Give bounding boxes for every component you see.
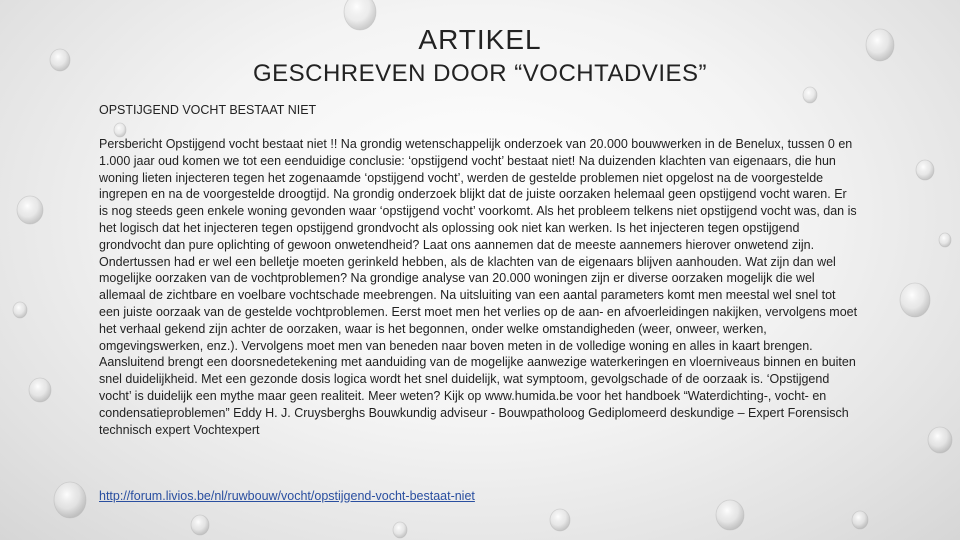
article-heading: OPSTIJGEND VOCHT BESTAAT NIET <box>99 103 317 117</box>
slide-title: ARTIKEL <box>418 24 542 55</box>
slide-subtitle: GESCHREVEN DOOR “VOCHTADVIES” <box>252 60 708 87</box>
article-body: Persbericht Opstijgend vocht bestaat niet !! Na grondig wetenschappelijk onderzoek van 20.000 bouwwerken in de Benelux, tussen 0 en 1.000 jaar oud komen we tot een eenduidige conclusie: ‘opstijgend vocht’ bestaat niet! Na duizenden klachten van eigenaars, die hun woning lieten injecteren tegen het zogenaamde ‘opstijgend vocht’, werden de gestelde problemen niet opgelost na de voorgestelde ingrepen en na de voorgestelde droogtijd. Na grondig onderzoek blijkt dat de juiste oorzaken helemaal geen opstijgend vocht waren. Er is nog steeds geen enkele woning gevonden waar ‘opstijgend vocht’ voorkomt. Als het probleem telkens niet opstijgend vocht was, dan is het logisch dat het injecteren tegen opstijgend grondvocht als oplossing ook niet kan werken. Is het injecteren tegen opstijgend grondvocht dan pure oplichting of gewoon onwetendheid? Laat ons aannemen dat de meeste aannemers hierover onwetend zijn. Ondertussen had er wel een belletje moeten gerinkeld hebben, als de klachten van de eigenaars blijven aanhouden. Wat zijn dan wel mogelijke oorzaken van de vochtproblemen? Na grondige analyse van 20.000 woningen zijn er diverse oorzaken mogelijk die wel allemaal de zichtbare en voelbare vochtschade meebrengen. Na uitsluiting van een aantal parameters komt men meestal wel snel tot een juiste oorzaak van de gestelde vochtproblemen. Eerst moet men het verlies op de aan- en afvoerleidingen nakijken, vervolgens moet het verhaal gekend zijn achter de oorzaken, waar is het begonnen, onder welke omstandigheden (weer, onweer, werken, omgevingswerken, enz.). Vervolgens moet men van beneden naar boven meten in de volledige woning en alles in kaart brengen. Aansluitend brengt een doorsnedetekening met aanduiding van de mogelijke aanwezige waterkeringen en vloerniveaus binnen en buiten snel duidelijkheid. Met een gezonde dosis logica wordt het snel duidelijk, wat symptoom, gevolgschade of de oorzaak is. ‘Opstijgend vocht’ is duidelijk een mythe maar geen realiteit. Meer weten? Kijk op www.humida.be voor het handboek “Waterdichting-, vocht- en condensatieproblemen” Eddy H. J. Cruysberghs Bouwkundig adviseur - Bouwpatholoog Gediplomeerd deskundige – Expert Forensisch technisch expert Vochtexpert <box>99 137 858 437</box>
source-link[interactable]: http://forum.livios.be/nl/ruwbouw/vocht/opstijgend-vocht-bestaat-niet <box>99 489 475 503</box>
